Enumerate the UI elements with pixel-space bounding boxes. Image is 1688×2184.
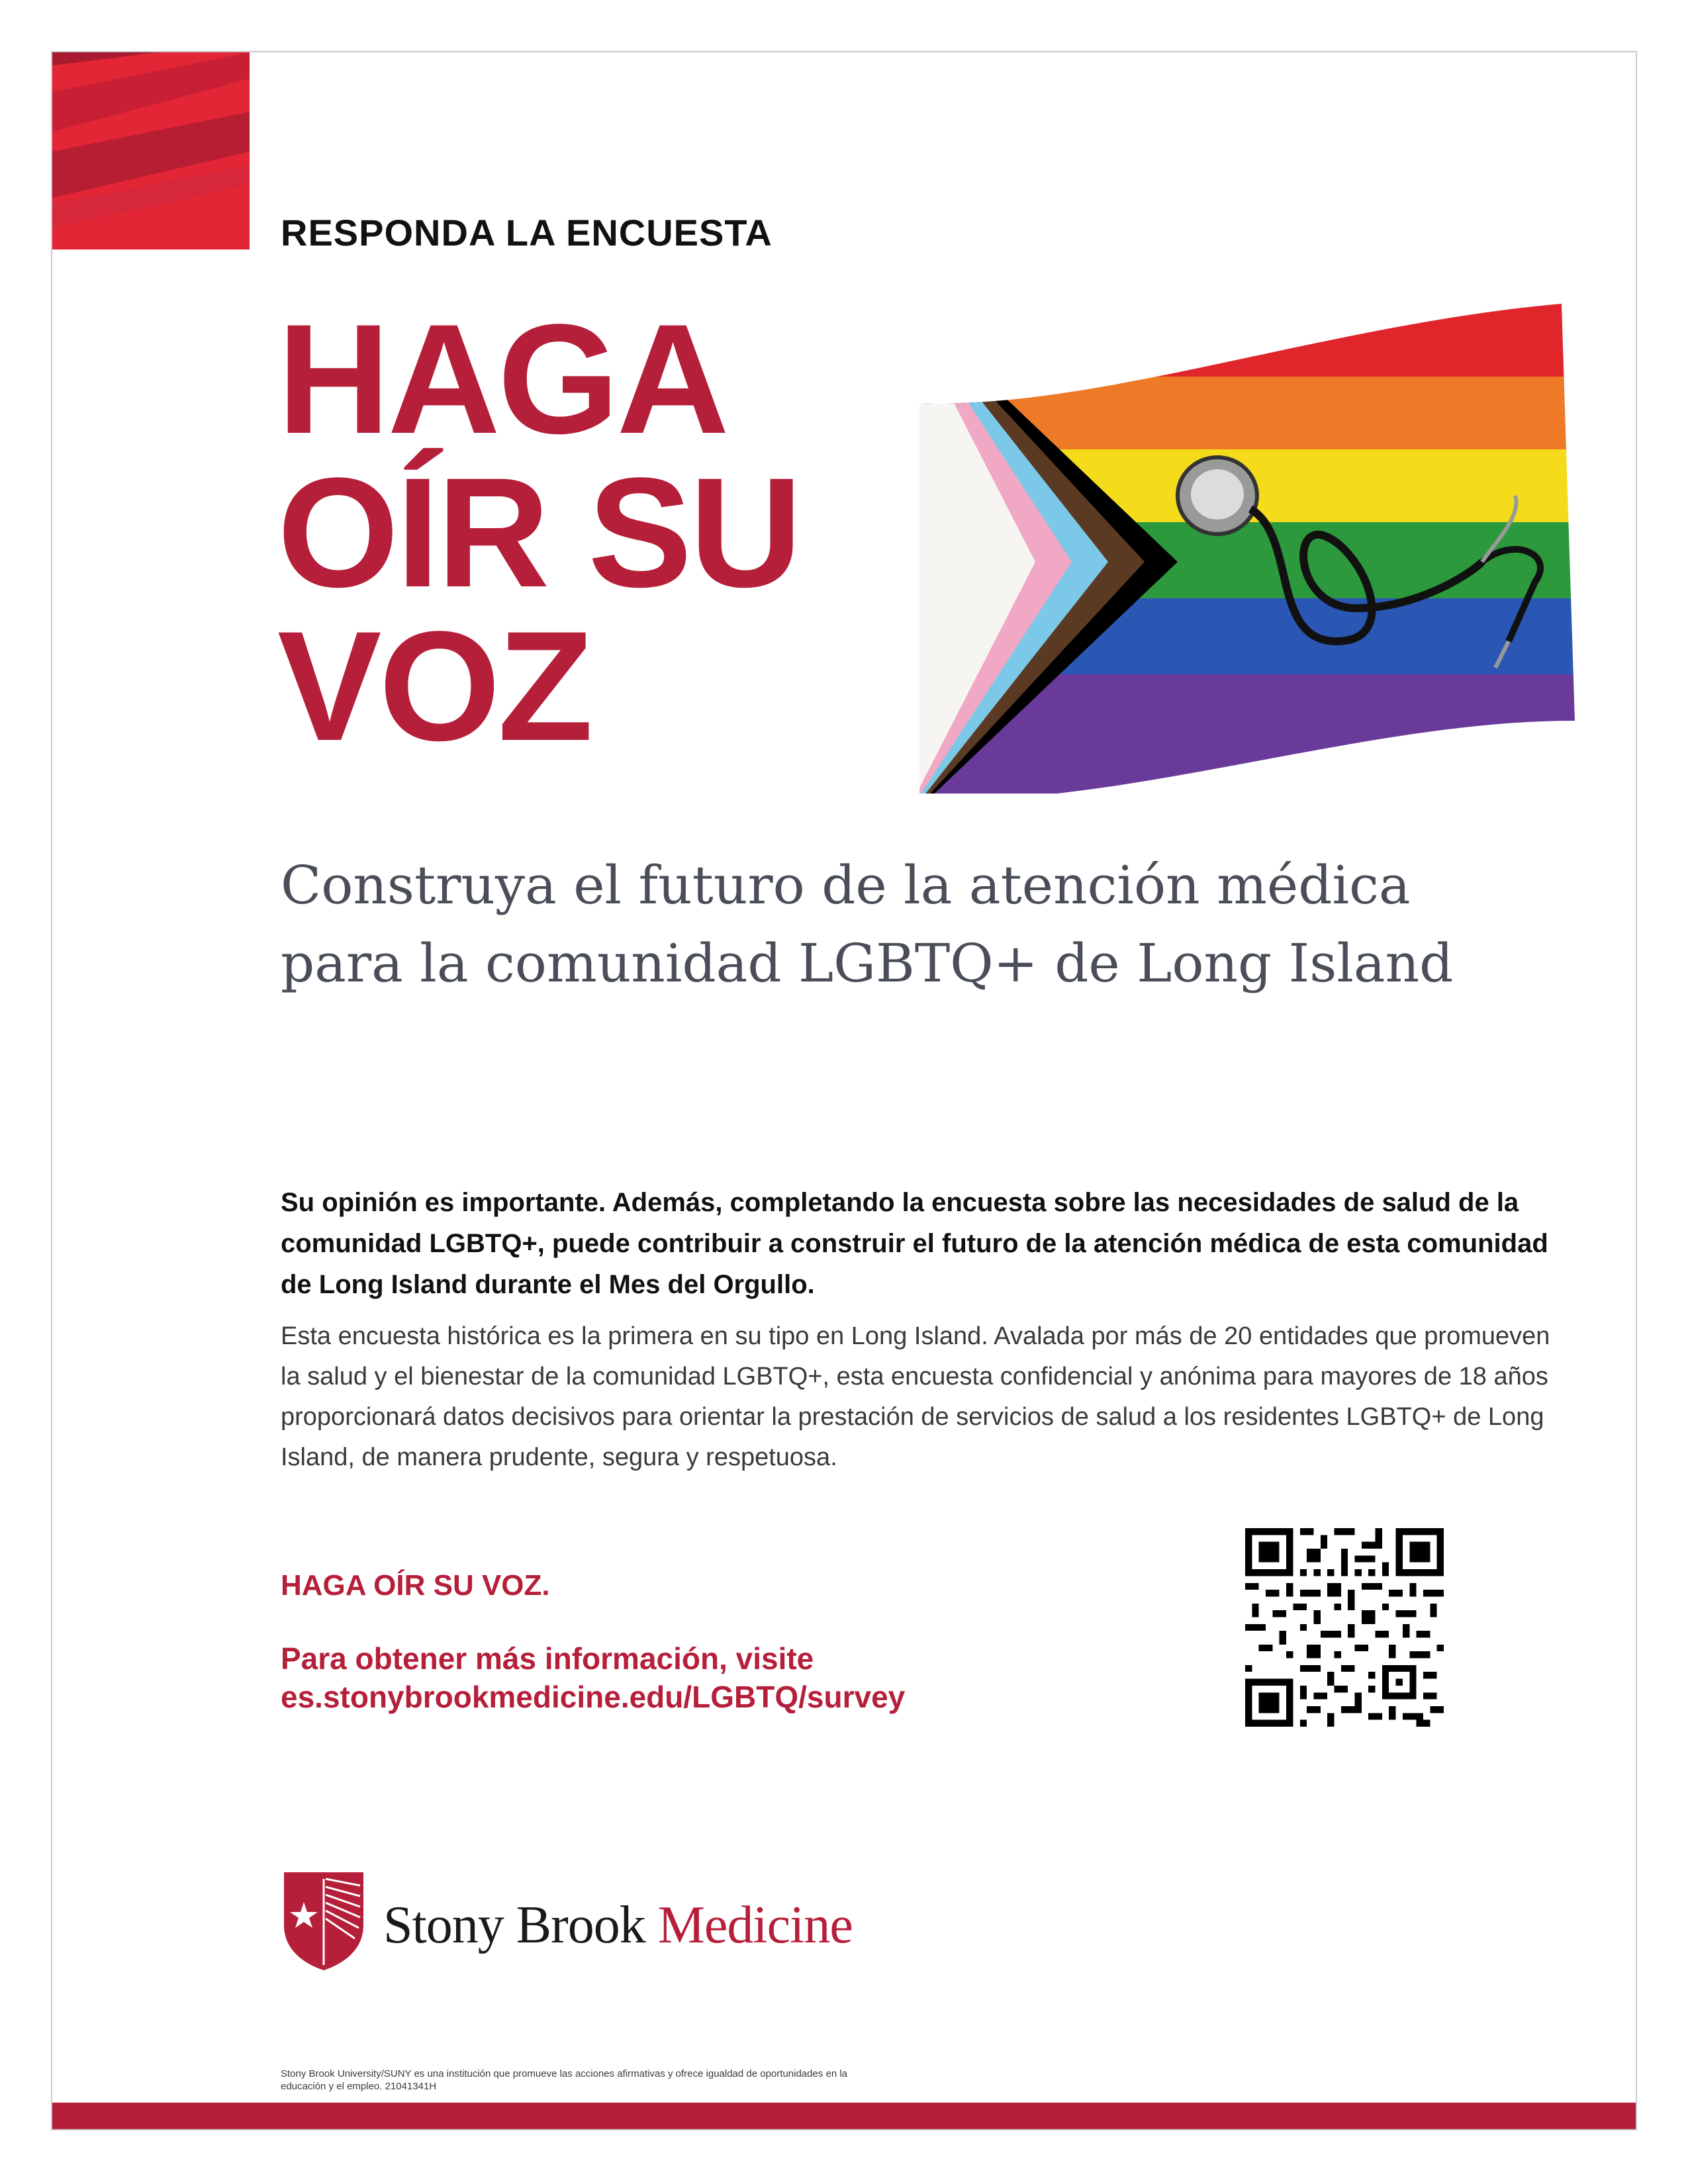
headline-line-3: VOZ xyxy=(277,599,591,774)
body-paragraph: Esta encuesta histórica es la primera en su tipo en Long Island. Avalada por más de 20 entidades que promueven la salud y el bienestar de la comunidad LGBTQ+, esta encuesta confidencial y anónima para mayores de 18 años proporcionará datos decisivos para orientar la prestación de servicios de salud a los residentes LGBTQ+ de Long Island, de manera prudente, segura y respetuosa. xyxy=(281,1322,1550,1471)
stony-brook-shield-icon xyxy=(281,1866,367,1972)
logo-wordmark xyxy=(383,1895,853,1956)
logo-wordmark-stony-brook: Stony Brook xyxy=(383,1896,658,1954)
subheading: Construya el futuro de la atención médica para la comunidad LGBTQ+ de Long Island xyxy=(281,854,1454,994)
poster xyxy=(51,51,1637,2130)
qr-code[interactable] xyxy=(1245,1528,1444,1727)
headline-line-1: HAGA xyxy=(277,292,727,467)
legal-notice: Stony Brook University/SUNY es una institución que promueve las acciones afirmativas y ofrece igualdad de oportunidades en la educación y el empleo. 21041341H xyxy=(281,2068,848,2092)
stony-brook-medicine-logo xyxy=(281,1866,943,1972)
call-to-action: HAGA OÍR SU VOZ. xyxy=(281,1569,550,1602)
headline-line-2: OÍR SU xyxy=(277,445,800,620)
more-info-text: Para obtener más información, visite xyxy=(281,1641,814,1676)
logo-wordmark-medicine: Medicine xyxy=(657,1896,853,1954)
survey-link[interactable]: es.stonybrookmedicine.edu/LGBTQ/survey xyxy=(281,1680,906,1714)
footer-bar xyxy=(52,2103,1636,2129)
more-info xyxy=(281,1639,905,1716)
lead-paragraph: Su opinión es importante. Además, completando la encuesta sobre las necesidades de salud de la comunidad LGBTQ+, puede contribuir a construir el futuro de la atención médica de esta comunidad de Long Island durante el Mes del Orgullo. xyxy=(281,1188,1548,1299)
progress-pride-flag-illustration xyxy=(900,297,1588,794)
eyebrow-heading: RESPONDA LA ENCUESTA xyxy=(281,212,773,253)
corner-stripes-graphic xyxy=(52,52,250,250)
headline xyxy=(277,292,800,774)
